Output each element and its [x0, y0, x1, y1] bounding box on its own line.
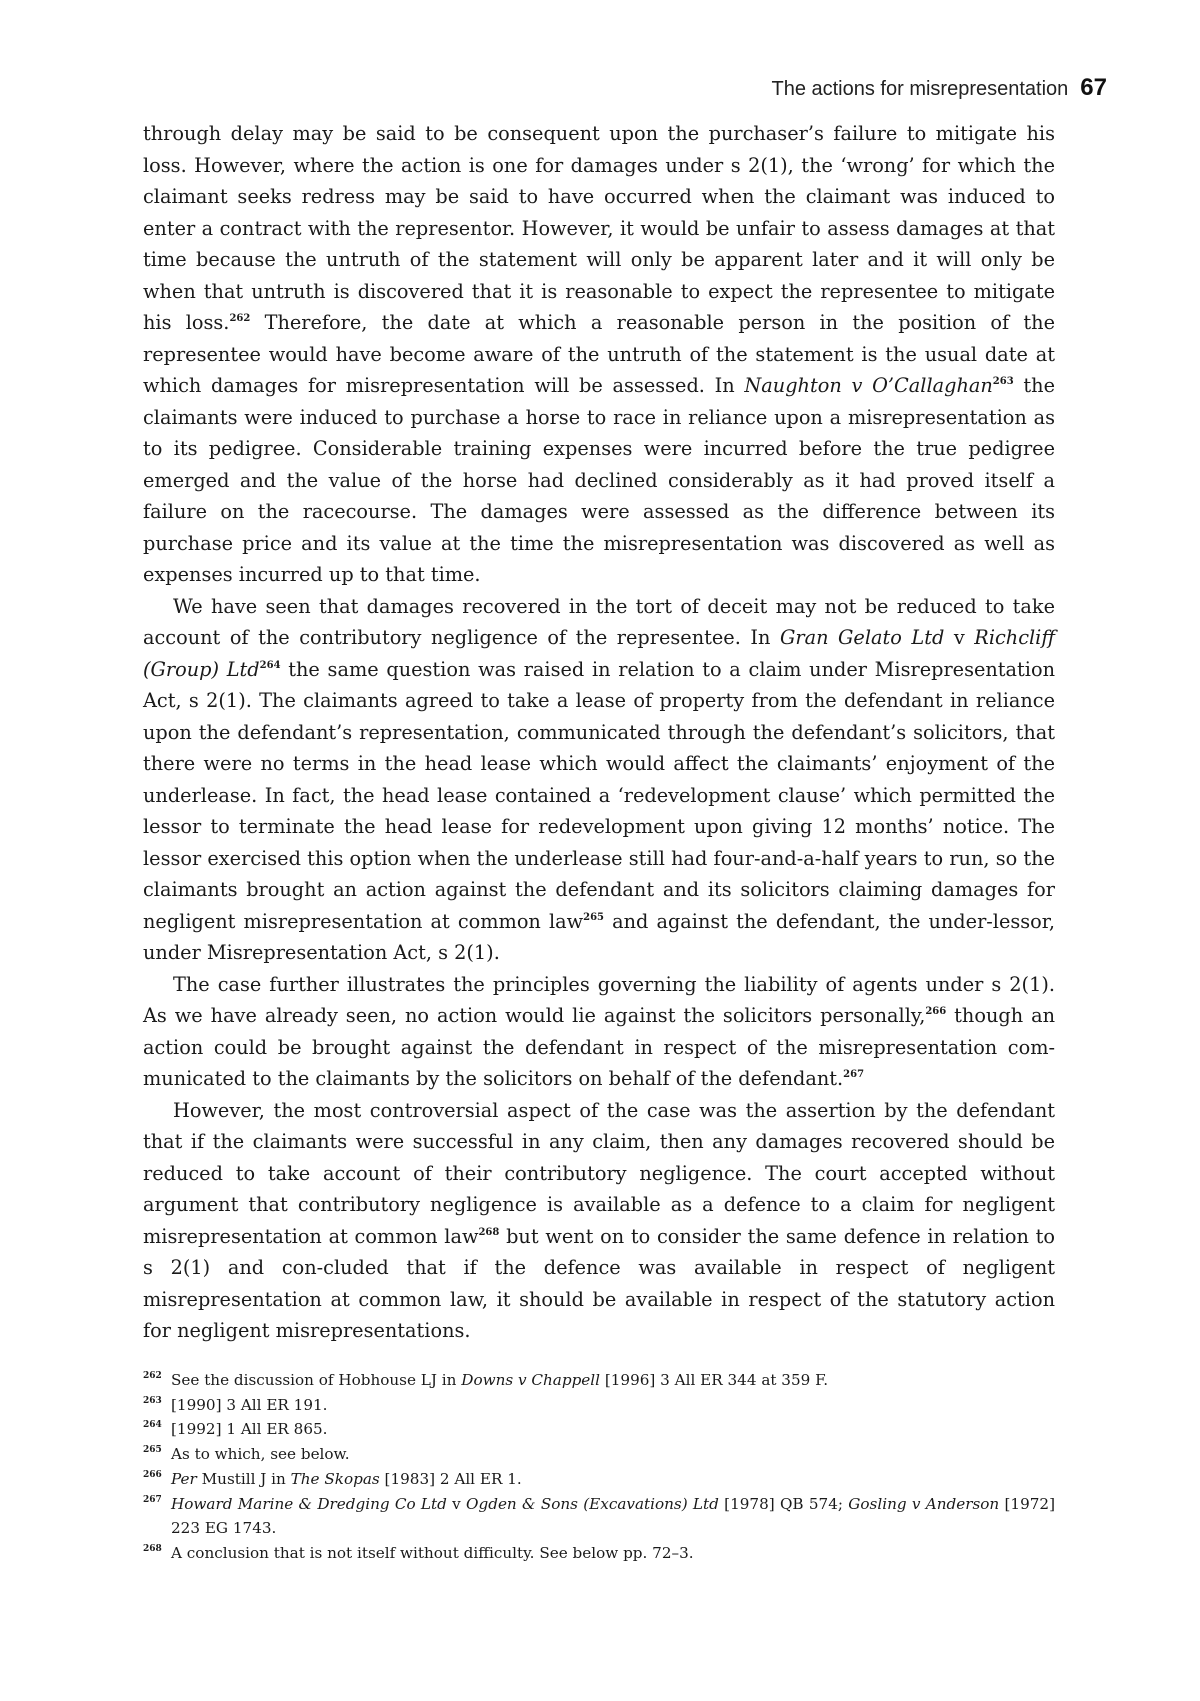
latin-term: Per	[171, 1469, 197, 1488]
text-run: Therefore, the date at which a reasonable person in the position of the representee would have become aware of the untruth of the statement is the usual date at which damages for misrepresentation will be assessed. In	[143, 311, 1055, 397]
case-name: Gran Gelato Ltd	[779, 626, 945, 649]
paragraph-1	[143, 118, 1055, 591]
running-head	[620, 74, 1107, 102]
paragraph-2	[143, 591, 1055, 969]
text-run: Mustill J in	[196, 1469, 291, 1488]
footnote-number: 267	[143, 1494, 162, 1505]
footnote-text	[171, 1467, 1055, 1492]
text-run: [1972] 223 EG 1743.	[171, 1494, 1056, 1538]
footnote-text: [1992] 1 All ER 865.	[171, 1420, 328, 1439]
footnote-number: 264	[143, 1420, 162, 1431]
footnote-265	[143, 1442, 1055, 1467]
page-number: 67	[1080, 74, 1107, 101]
text-run: but went on to consider the same defence in relation to s 2(1) and con-cluded that if the defence was available in respect of negligent misrepresentation at common law, it should be available in respect of the statutory action for negligent misrepresentations.	[143, 1224, 1055, 1342]
footnotes	[143, 1368, 1055, 1566]
paragraph-3	[143, 969, 1055, 1095]
case-name: Howard Marine & Dredging Co Ltd	[171, 1494, 447, 1513]
footnote-number: 268	[143, 1543, 162, 1554]
text-run: v	[446, 1494, 467, 1513]
footnote-number: 266	[143, 1469, 162, 1480]
footnote-267	[143, 1492, 1055, 1541]
body-text	[143, 118, 1055, 1347]
text-run: the claimants were induced to purchase a horse to race in reliance upon a misrepresentation as to its pedigree. Considerable training expenses were incurred before the true pedigree emerged and the value of the horse had declined considerably as it had proved itself a failure on the racecourse. The damages were assessed as the difference between its purchase price and its value at the time the misrepresentation was discovered as well as expenses incurred up to that time.	[143, 374, 1055, 586]
footnote-266	[143, 1467, 1055, 1492]
footnote-text	[171, 1492, 1055, 1541]
text-run: the same question was raised in relation to a claim under Misrepresentation Act, s 2(1). The claimants agreed to take a lease of property from the defendant in reliance upon the defendant’s representation, communicated through the defendant’s solicitors, that there were no terms in the head lease which would affect the claimants’ enjoyment of the underlease. In fact, the head lease contained a ‘redevelopment clause’ which permitted the lessor to terminate the head lease for redevelopment upon giving 12 months’ notice. The lessor exercised this option when the underlease still had four-and-a-half years to run, so the claimants brought an action against the defendant and its solicitors claiming damages for negligent misrepresentation at common law	[143, 657, 1055, 933]
footnote-ref-268[interactable]: 268	[478, 1226, 500, 1238]
text-run: though an action could be brought against the defendant in respect of the misrepresentation com-municated to the claimants by the solicitors on behalf of the defendant.	[143, 1004, 1055, 1090]
case-name: Gosling v Anderson	[848, 1494, 1000, 1513]
footnote-ref-265[interactable]: 265	[583, 911, 604, 923]
paragraph-4	[143, 1095, 1055, 1347]
footnote-text: [1990] 3 All ER 191.	[171, 1395, 328, 1414]
case-name: Richcliff (Group) Ltd	[143, 626, 1055, 681]
case-name: Ogden & Sons (Excavations) Ltd	[466, 1494, 719, 1513]
footnote-ref-267[interactable]: 267	[843, 1069, 865, 1080]
footnote-text	[171, 1368, 1055, 1393]
footnote-ref-266[interactable]: 266	[925, 1006, 947, 1017]
footnote-ref-262[interactable]: 262	[229, 313, 251, 324]
text-run: However, the most controversial aspect of the case was the assertion by the defendant that if the claimants were successful in any claim, then any damages recovered should be reduced to take account of their contributory negligence. The court accepted without argument that contributory negligence is available as a defence to a claim for negligent misrepresentation at common law	[143, 1098, 1055, 1248]
footnote-263	[143, 1393, 1055, 1418]
case-name: Downs v Chappell	[461, 1371, 600, 1389]
case-name: Naughton v O’Callaghan	[744, 374, 993, 397]
footnote-number: 263	[143, 1395, 162, 1406]
text-run: The case further illustrates the principles governing the liability of agents under s 2(1). As we have already seen, no action would lie against the solicitors personally,	[143, 972, 1055, 1027]
text-run: We have seen that damages recovered in the tort of deceit may not be reduced to take account of the contributory negligence of the representee. In	[143, 594, 1055, 649]
footnote-262	[143, 1368, 1055, 1393]
footnote-text: A conclusion that is not itself without difficulty. See below pp. 72–3.	[171, 1543, 694, 1562]
footnote-264	[143, 1417, 1055, 1442]
footnote-number: 262	[143, 1371, 162, 1381]
footnote-ref-264[interactable]: 264	[259, 659, 281, 671]
text-run: and against the defendant, the under-lessor, under Misrepresentation Act, s 2(1).	[143, 909, 1055, 964]
footnote-text: As to which, see below.	[171, 1445, 350, 1464]
text-run: through delay may be said to be consequent upon the purchaser’s failure to mitigate his loss. However, where the action is one for damages under s 2(1), the ‘wrong’ for which the claimant seeks redress may be said to have occurred when the claimant was induced to enter a contract with the representor. However, it would be unfair to assess damages at that time because the untruth of the statement will only be apparent later and it will only be when that untruth is discovered that it is reasonable to expect the representee to mitigate his loss.	[143, 122, 1055, 334]
text-run: See the discussion of Hobhouse LJ in	[171, 1371, 462, 1389]
footnote-268	[143, 1541, 1055, 1566]
text-run: [1978] QB 574;	[718, 1494, 849, 1513]
text-run: v	[944, 626, 975, 649]
footnote-number: 265	[143, 1445, 162, 1456]
footnote-ref-263[interactable]: 263	[992, 376, 1014, 387]
case-name: The Skopas	[290, 1469, 380, 1488]
running-head-title: The actions for misrepresentation	[771, 78, 1069, 100]
text-run: [1996] 3 All ER 344 at 359 F.	[600, 1371, 829, 1389]
text-run: [1983] 2 All ER 1.	[379, 1469, 522, 1488]
